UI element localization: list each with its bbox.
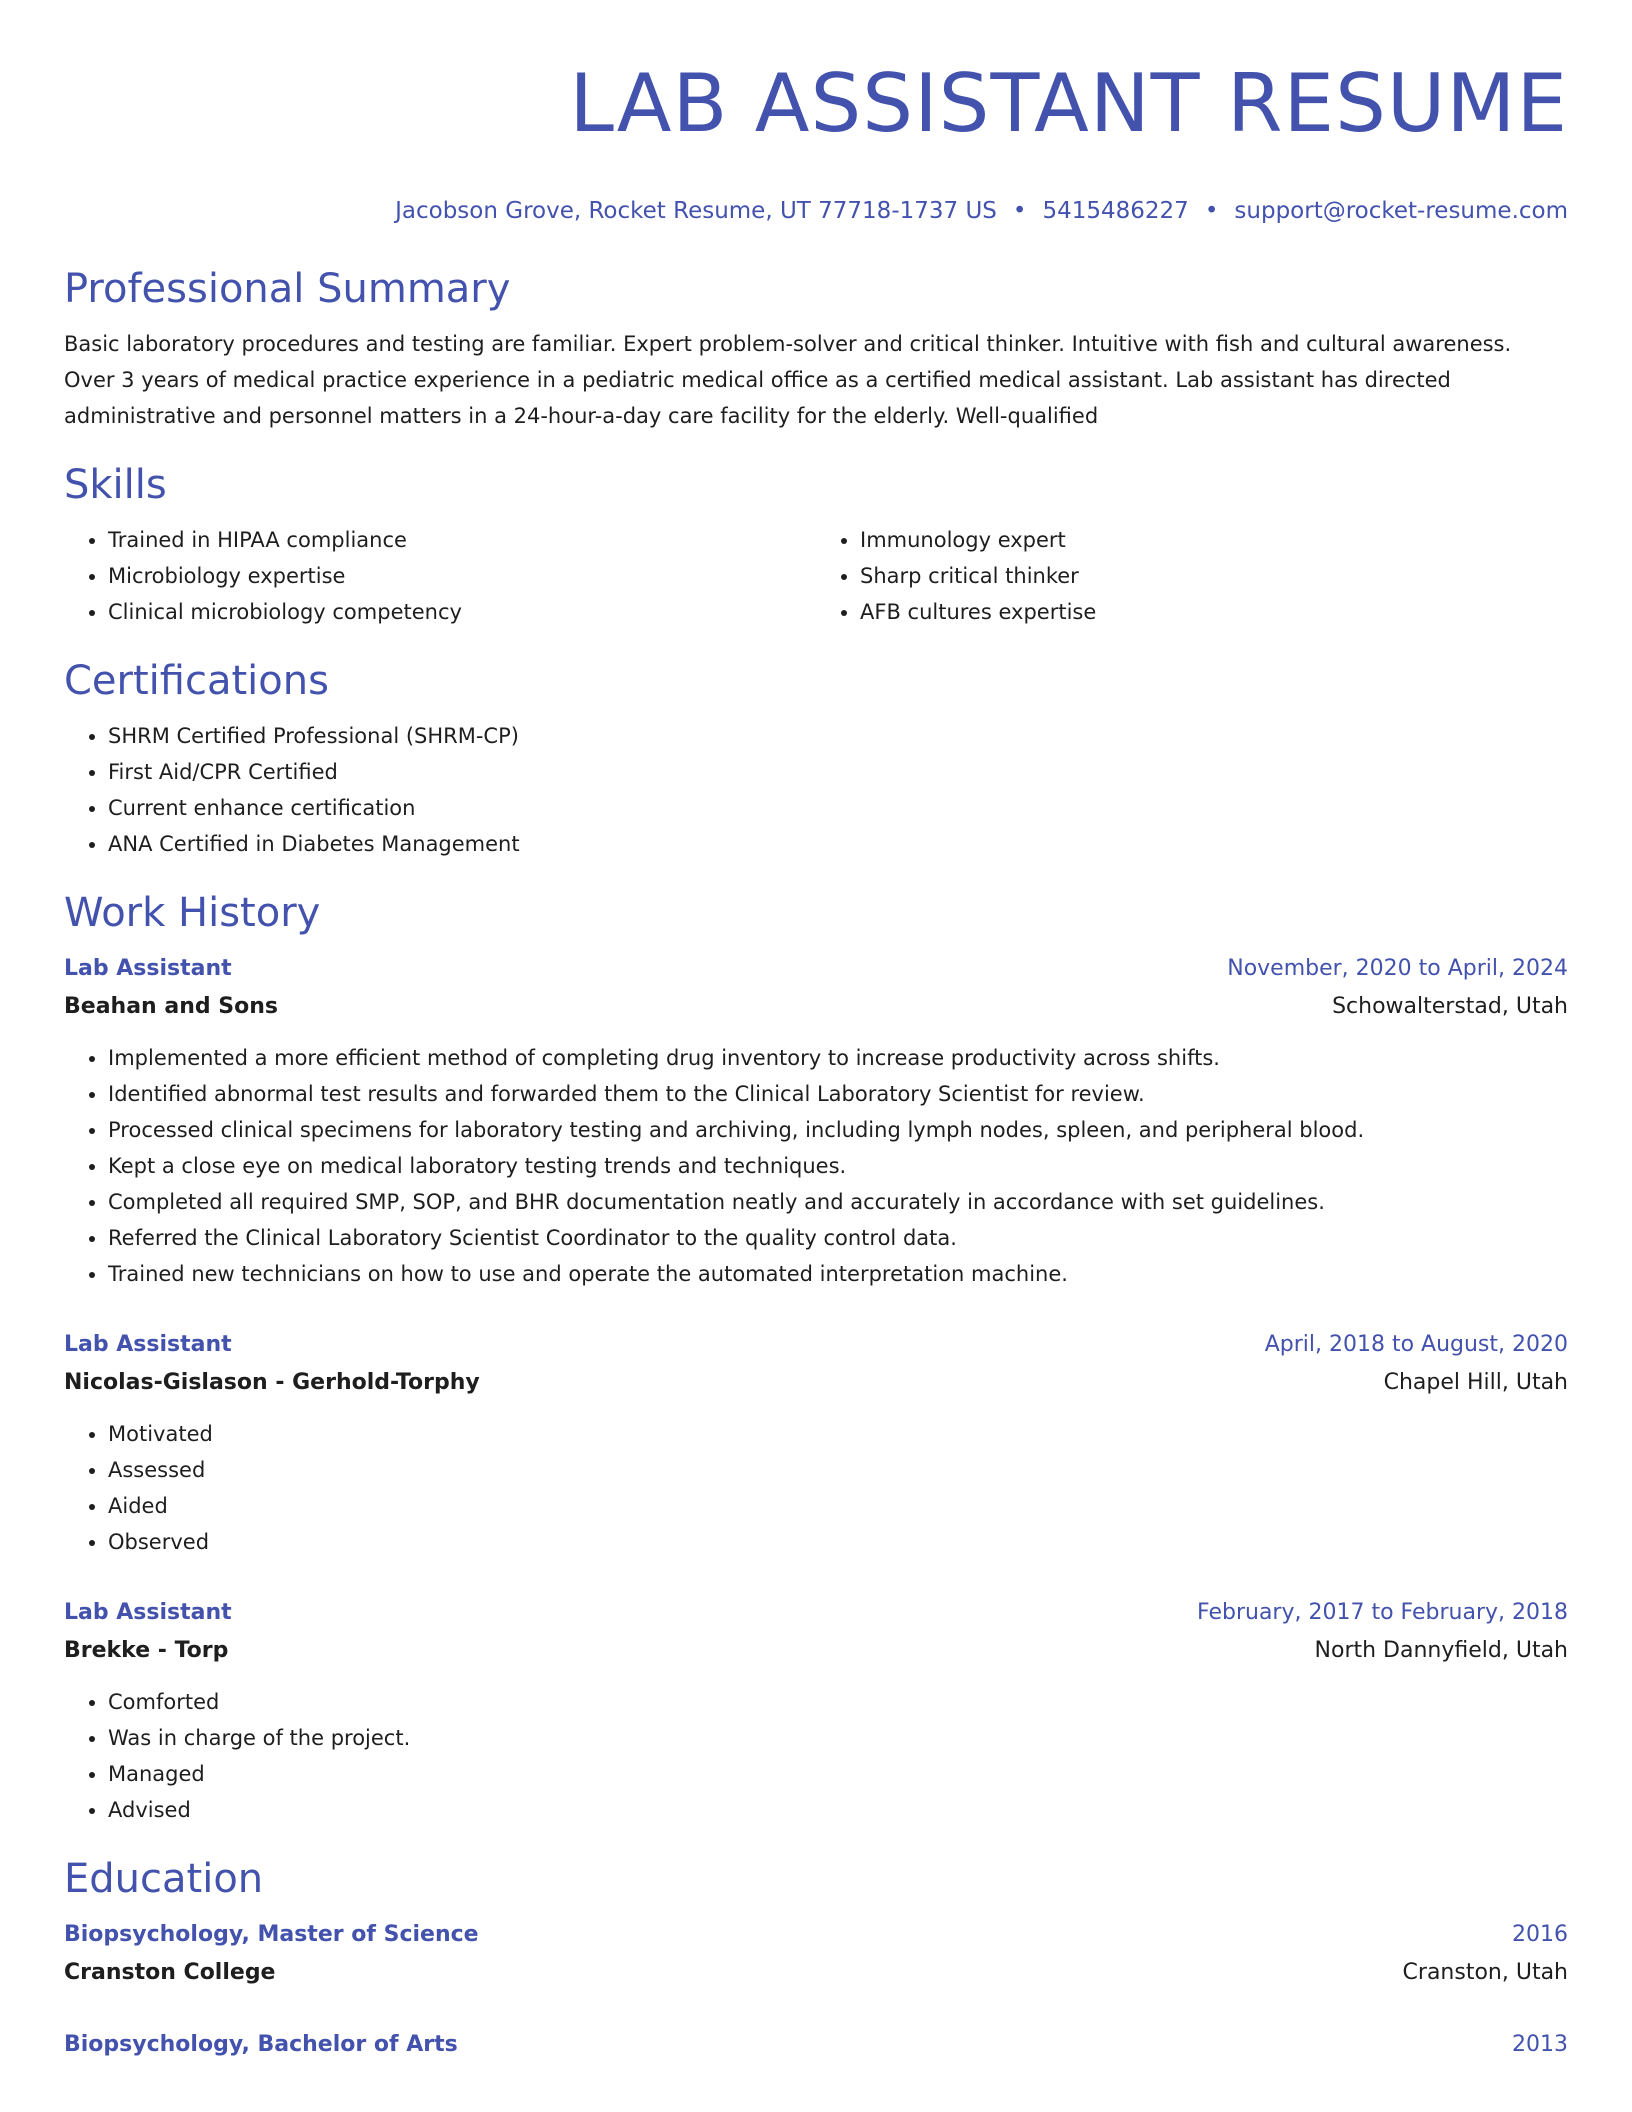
job-bullet: • Was in charge of the project.	[108, 1720, 1568, 1756]
job-bullets	[64, 1684, 1568, 1828]
skills-list-left	[64, 522, 816, 630]
job-location: North Dannyfield, Utah	[1314, 1638, 1568, 1663]
contact-phone: 5415486227	[1042, 198, 1189, 224]
skill-item: • Sharp critical thinker	[860, 558, 1568, 594]
resume-title: LAB ASSISTANT RESUME	[569, 57, 1568, 150]
certifications-list	[64, 718, 1568, 862]
job-header-row	[64, 950, 1568, 988]
job-company-row	[64, 1632, 1568, 1670]
job-bullet: • Referred the Clinical Laboratory Scientist Coordinator to the quality control data.	[108, 1220, 1568, 1256]
job-bullets	[64, 1416, 1568, 1560]
job-header-row	[64, 1594, 1568, 1632]
skill-item: • Clinical microbiology competency	[108, 594, 816, 630]
education-degree: Biopsychology, Bachelor of Arts	[64, 2032, 458, 2057]
work-history-section	[64, 888, 1568, 1828]
job-bullet: • Processed clinical specimens for laboratory testing and archiving, including lymph nodes, spleen, and peripheral blood.	[108, 1112, 1568, 1148]
education-school: Cranston College	[64, 1960, 276, 1985]
skill-item: • Trained in HIPAA compliance	[108, 522, 816, 558]
job-entry	[64, 1594, 1568, 1828]
section-heading-skills: Skills	[64, 462, 167, 508]
job-bullet: • Trained new technicians on how to use and operate the automated interpretation machine.	[108, 1256, 1568, 1292]
job-bullet: • Motivated	[108, 1416, 1568, 1452]
job-title: Lab Assistant	[64, 956, 232, 981]
contact-email: support@rocket-resume.com	[1234, 198, 1568, 224]
job-bullet: • Advised	[108, 1792, 1568, 1828]
contact-line	[64, 196, 1568, 226]
job-company-row	[64, 988, 1568, 1026]
job-location: Chapel Hill, Utah	[1383, 1370, 1568, 1395]
job-bullet: • Observed	[108, 1524, 1568, 1560]
job-dates: April, 2018 to August, 2020	[1264, 1332, 1568, 1357]
job-bullet: • Comforted	[108, 1684, 1568, 1720]
job-dates: November, 2020 to April, 2024	[1227, 956, 1568, 981]
education-year: 2013	[1512, 2032, 1568, 2057]
education-degree: Biopsychology, Master of Science	[64, 1922, 479, 1947]
job-bullet: • Aided	[108, 1488, 1568, 1524]
job-title: Lab Assistant	[64, 1600, 232, 1625]
job-company: Brekke - Torp	[64, 1638, 229, 1663]
section-heading-work-history: Work History	[64, 890, 321, 936]
job-company-row	[64, 1364, 1568, 1402]
contact-address: Jacobson Grove, Rocket Resume, UT 77718-1737 US	[395, 198, 997, 224]
education-header-row	[64, 2026, 1568, 2064]
job-title: Lab Assistant	[64, 1332, 232, 1357]
certification-item: • First Aid/CPR Certified	[108, 754, 1568, 790]
certification-item: • Current enhance certification	[108, 790, 1568, 826]
separator-dot: •	[1012, 198, 1027, 224]
summary-section	[64, 264, 1568, 434]
job-header-row	[64, 1326, 1568, 1364]
job-bullet: • Assessed	[108, 1452, 1568, 1488]
skill-item: • Microbiology expertise	[108, 558, 816, 594]
section-heading-education: Education	[64, 1856, 264, 1902]
education-location: Cranston, Utah	[1402, 1960, 1568, 1985]
job-bullet: • Implemented a more efficient method of completing drug inventory to increase productivity across shifts.	[108, 1040, 1568, 1076]
education-section	[64, 1854, 1568, 2064]
skills-list-right	[816, 522, 1568, 630]
job-entry	[64, 1326, 1568, 1560]
job-bullet: • Kept a close eye on medical laboratory testing trends and techniques.	[108, 1148, 1568, 1184]
education-school-row	[64, 1954, 1568, 1992]
section-heading-summary: Professional Summary	[64, 266, 511, 312]
summary-text: Basic laboratory procedures and testing are familiar. Expert problem-solver and critical thinker. Intuitive with fish and cultural awareness. Over 3 years of medical practice experience in a pediatric medical office as a certified medical assistant. Lab assistant has directed administrative and personnel matters in a 24-hour-a-day care facility for the elderly. Well-qualified	[64, 332, 1512, 428]
skills-columns	[64, 522, 1568, 630]
job-company: Nicolas-Gislason - Gerhold-Torphy	[64, 1370, 480, 1395]
skill-item: • AFB cultures expertise	[860, 594, 1568, 630]
education-header-row	[64, 1916, 1568, 1954]
certification-item: • ANA Certified in Diabetes Management	[108, 826, 1568, 862]
job-location: Schowalterstad, Utah	[1332, 994, 1568, 1019]
job-bullet: • Identified abnormal test results and forwarded them to the Clinical Laboratory Scientist for review.	[108, 1076, 1568, 1112]
job-dates: February, 2017 to February, 2018	[1197, 1600, 1568, 1625]
certifications-section	[64, 656, 1568, 862]
job-bullet: • Managed	[108, 1756, 1568, 1792]
section-heading-certifications: Certifications	[64, 658, 329, 704]
certification-item: • SHRM Certified Professional (SHRM-CP)	[108, 718, 1568, 754]
job-bullets	[64, 1040, 1568, 1292]
education-year: 2016	[1512, 1922, 1568, 1947]
separator-dot: •	[1204, 198, 1219, 224]
education-entry	[64, 1916, 1568, 1992]
education-entry	[64, 2026, 1568, 2064]
skills-section	[64, 460, 1568, 630]
skill-item: • Immunology expert	[860, 522, 1568, 558]
job-entry	[64, 950, 1568, 1292]
job-company: Beahan and Sons	[64, 994, 278, 1019]
job-bullet: • Completed all required SMP, SOP, and BHR documentation neatly and accurately in accordance with set guidelines.	[108, 1184, 1568, 1220]
